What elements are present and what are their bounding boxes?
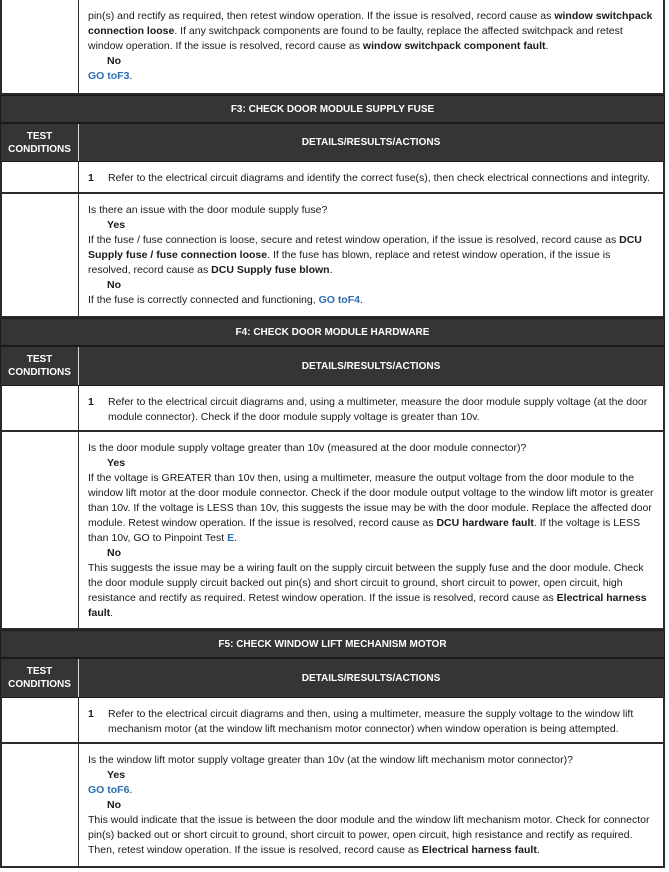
goto-f4-link[interactable]: GO toF4: [318, 294, 360, 306]
f3-result-row: [0, 194, 665, 318]
f4-result-row: [0, 432, 665, 630]
yes-label: Yes: [107, 769, 126, 781]
no-label: No: [107, 547, 121, 559]
f3-yes-text: If the fuse / fuse connection is loose, secure and retest window operation, if the issue is resolved, record cause as DCU Supply fuse / fuse connection loose. If the fuse has blown, replace and retest window operation, if the issue is resolved, record cause as DCU Supply fuse blown.: [88, 234, 642, 276]
test-conditions-header: TEST CONDITIONS: [1, 347, 79, 385]
f3-section-title: F3: CHECK DOOR MODULE SUPPLY FUSE: [0, 95, 665, 123]
f5-column-header: [0, 658, 665, 698]
f2-result-text: pin(s) and rectify as required, then retest window operation. If the issue is resolved, record cause as window switchpack connection loose. If any switchpack components are found to be faulty, replace the affected switchpack and retest window operation. If the issue is resolved, record cause as window switchpack component fault.: [88, 10, 653, 52]
f3-column-header: [0, 123, 665, 162]
f3-no-text: If the fuse is correctly connected and functioning, GO toF4.: [88, 294, 363, 306]
test-conditions-header: TEST CONDITIONS: [1, 659, 79, 697]
f3-step-row: [0, 162, 665, 194]
f5-step: [88, 707, 655, 737]
step-text: Refer to the electrical circuit diagrams and identify the correct fuse(s), then check electrical connections and integrity.: [108, 172, 650, 184]
f5-section-title: F5: CHECK WINDOW LIFT MECHANISM MOTOR: [0, 630, 665, 658]
f4-no-text: This suggests the issue may be a wiring fault on the supply circuit between the supply fuse and the door module. Check the door module supply circuit backed out pin(s) and short circuit to ground, short circuit to power, open circuit, high resistance and rectify as required. Retest window operation. If the issue is resolved, record cause as Electrical harness fault.: [88, 562, 647, 619]
goto-f3-link[interactable]: GO toF3: [88, 70, 130, 82]
step-number: 1: [88, 708, 94, 720]
test-conditions-cell: [2, 0, 79, 93]
no-label: No: [107, 279, 121, 291]
f4-section-title: F4: CHECK DOOR MODULE HARDWARE: [0, 318, 665, 346]
f4-column-header: [0, 346, 665, 386]
f2-continuation-row: [0, 0, 665, 95]
f4-step-row: [0, 386, 665, 432]
pinpoint-test-e-link[interactable]: E: [227, 532, 235, 544]
f5-result-row: Is the window lift motor supply voltage greater than 10v (at the window lift mechanism motor connector)? Yes GO toF6. No This would indicate that the issue is between the door module and the window lift mechanism motor. Check for connector pin(s) backed out or short circuit to ground, short circuit to power, open circuit, high resistance and rectify as required. Then, retest window operation. If the issue is resolved, record cause as Electrical harness fault.: [0, 744, 665, 868]
f4-yes-text: If the voltage is GREATER than 10v then, using a multimeter, measure the output voltage from the door module to the window lift motor at the door module connector. Check if the door module output voltage to the window lift motor is greater than 10v. If the voltage is LESS than 10v, this suggests the issue may be with the door module. Replace the affected door module. Retest window operation. If the issue is resolved, record cause as DCU hardware fault. If the voltage is LESS than 10v, GO to Pinpoint Test E.: [88, 472, 654, 544]
details-header: DETAILS/RESULTS/ACTIONS: [301, 137, 441, 148]
f4-question: Is the door module supply voltage greater than 10v (measured at the door module connector)?: [88, 442, 527, 454]
f5-question: Is the window lift motor supply voltage greater than 10v (at the window lift mechanism motor connector)?: [88, 754, 573, 766]
f4-step: [88, 395, 655, 425]
step-text: Refer to the electrical circuit diagrams and then, using a multimeter, measure the supply voltage to the window lift mechanism motor (at the window lift mechanism motor connector) when window operation is being attempted.: [108, 708, 634, 735]
f3-question: Is there an issue with the door module supply fuse?: [88, 204, 328, 216]
step-number: 1: [88, 172, 94, 184]
details-header: DETAILS/RESULTS/ACTIONS: [301, 360, 441, 372]
no-label: No: [107, 799, 121, 811]
f3-step: [88, 171, 655, 186]
yes-label: Yes: [107, 219, 126, 231]
step-text: Refer to the electrical circuit diagrams and, using a multimeter, measure the door module supply voltage (at the door module connector). Check if the door module supply voltage is greater than 10v.: [108, 396, 648, 423]
details-cell: pin(s) and rectify as required, then retest window operation. If the issue is resolved, record cause as window switchpack connection loose. If any switchpack components are found to be faulty, replace the affected switchpack and retest window operation. If the issue is resolved, record cause as window switchpack component fault. No GO toF3.: [88, 9, 655, 93]
step-number: 1: [88, 396, 94, 408]
no-label: No: [107, 55, 121, 67]
details-header: DETAILS/RESULTS/ACTIONS: [301, 672, 441, 684]
test-conditions-header: TEST CONDITIONS: [1, 124, 79, 161]
goto-f6-link[interactable]: GO toF6: [88, 784, 130, 796]
f5-step-row: [0, 698, 665, 744]
yes-label: Yes: [107, 457, 126, 469]
f5-no-text: This would indicate that the issue is between the door module and the window lift mechanism motor. Check for connector pin(s) backed out or short circuit to ground, short circuit to power, open circuit, high resistance and rectify as required. Then, retest window operation. If the issue is resolved, record cause as Electrical harness fault.: [88, 814, 650, 856]
